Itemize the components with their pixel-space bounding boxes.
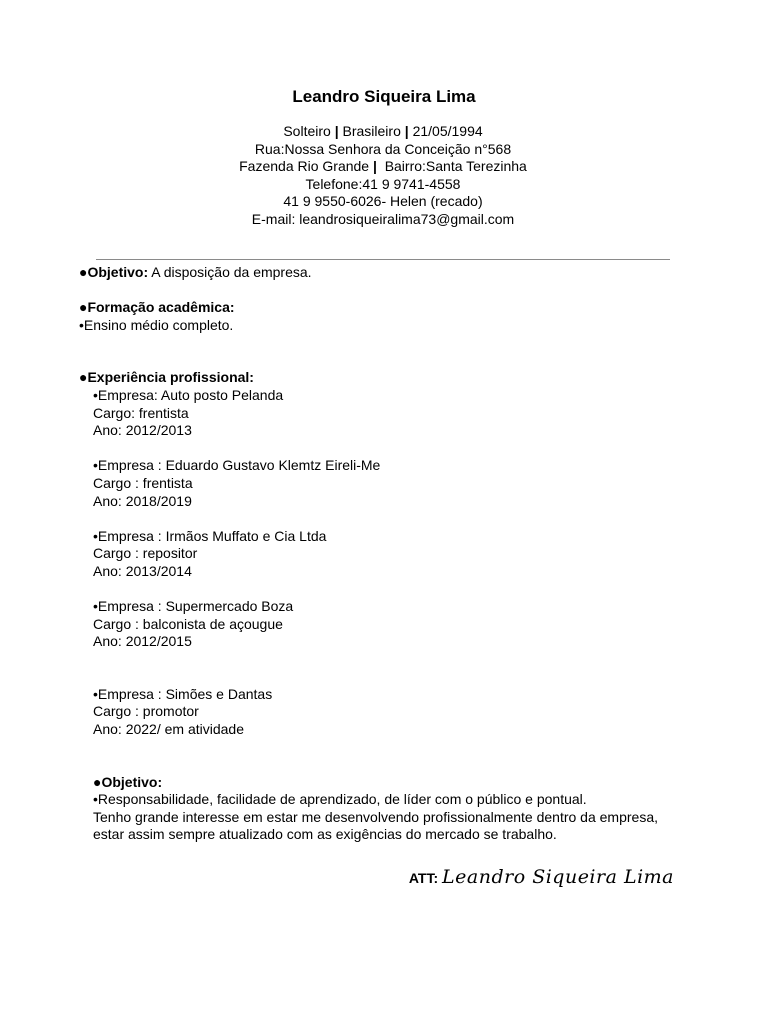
att-label: ATT: xyxy=(408,870,439,886)
objective2-heading: ●Objetivo: xyxy=(93,773,163,790)
job-role: Cargo : repositor xyxy=(93,545,198,562)
divider xyxy=(96,259,670,260)
education-heading: ●Formação acadêmica: xyxy=(79,299,235,316)
job-company: •Empresa : Eduardo Gustavo Klemtz Eireli-Me xyxy=(93,457,381,474)
objective-label: ●Objetivo: xyxy=(79,264,149,280)
job-role: Cargo : promotor xyxy=(93,703,199,720)
email: E-mail: leandrosiqueiralima73@gmail.com xyxy=(251,210,515,227)
candidate-name: Leandro Siqueira Lima xyxy=(292,87,476,106)
nationality: Brasileiro xyxy=(342,123,401,139)
job-role: Cargo: frentista xyxy=(93,404,189,421)
job-entry xyxy=(93,387,693,440)
signature-name: Leandro Siqueira Lima xyxy=(442,866,674,888)
objective2-line: •Responsabilidade, facilidade de aprendizado, de líder com o público e pontual. xyxy=(93,791,587,808)
job-year: Ano: 2018/2019 xyxy=(93,492,192,509)
neighborhood: Bairro:Santa Terezinha xyxy=(384,158,527,175)
job-company: •Empresa : Irmãos Muffato e Cia Ltda xyxy=(93,527,327,544)
job-role: Cargo : frentista xyxy=(93,474,193,491)
birthdate: 21/05/1994 xyxy=(412,123,483,139)
job-entry xyxy=(93,598,693,651)
personal-info-line: Solteiro | Brasileiro | 21/05/1994 xyxy=(283,123,483,139)
objective2-line: estar assim sempre atualizado com as exigências do mercado se trabalho. xyxy=(93,826,557,843)
resume-body xyxy=(79,264,693,844)
job-entry xyxy=(93,457,693,510)
street-address: Rua:Nossa Senhora da Conceição n°568 xyxy=(254,140,512,157)
job-role: Cargo : balconista de açougue xyxy=(93,615,283,632)
objective-text: A disposição da empresa. xyxy=(148,264,312,280)
marital-status: Solteiro xyxy=(283,123,331,139)
phone-secondary: 41 9 9550-6026- Helen (recado) xyxy=(283,193,483,210)
objective2-line: Tenho grande interesse em estar me desenvolvendo profissionalmente dentro da empresa, xyxy=(93,808,658,825)
contact-header xyxy=(0,123,766,229)
experience-heading: ●Experiência profissional: xyxy=(79,369,254,386)
location-line: Fazenda Rio Grande | Bairro:Santa Terezinha xyxy=(239,158,527,175)
education-item: •Ensino médio completo. xyxy=(79,316,234,333)
objective-line xyxy=(79,264,693,282)
job-year: Ano: 2012/2013 xyxy=(93,422,192,439)
job-entry xyxy=(93,686,693,739)
job-company: •Empresa : Supermercado Boza xyxy=(93,598,294,615)
job-company: •Empresa: Auto posto Pelanda xyxy=(93,386,284,403)
signature xyxy=(409,866,674,888)
job-entry xyxy=(93,528,693,581)
job-company: •Empresa : Simões e Dantas xyxy=(93,685,273,702)
job-year: Ano: 2013/2014 xyxy=(93,562,192,579)
phone: Telefone:41 9 9741-4558 xyxy=(305,175,461,192)
job-year: Ano: 2012/2015 xyxy=(93,633,192,650)
job-year: Ano: 2022/ em atividade xyxy=(93,721,244,738)
farm: Fazenda Rio Grande xyxy=(239,158,370,175)
